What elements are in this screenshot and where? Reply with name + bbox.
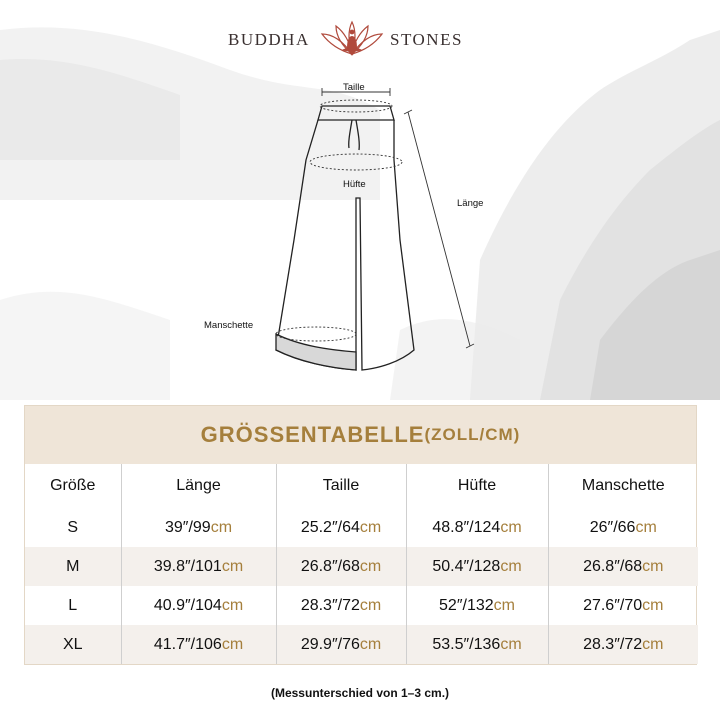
cell-hip: 52″/132cm: [406, 586, 548, 625]
table-title-unit: (ZOLL/CM): [424, 425, 521, 444]
hip-label: Hüfte: [343, 179, 366, 190]
header-size: Größe: [25, 464, 121, 508]
table-title: [25, 406, 696, 464]
brand-name-left: BUDDHA: [228, 30, 310, 49]
brand-logo: [0, 20, 720, 60]
header-hip: Hüfte: [406, 464, 548, 508]
cell-length: 41.7″/106cm: [121, 625, 276, 664]
table-row: [25, 508, 698, 547]
cell-size: S: [25, 508, 121, 547]
cell-waist: 26.8″/68cm: [276, 547, 406, 586]
brand-name-right: STONES: [390, 30, 463, 49]
pants-measurement-diagram: [0, 70, 720, 390]
cell-waist: 28.3″/72cm: [276, 586, 406, 625]
table-title-text: GRÖSSENTABELLE: [200, 422, 425, 447]
measurement-note: (Messunterschied von 1–3 cm.): [270, 686, 450, 700]
cell-cuff: 28.3″/72cm: [548, 625, 698, 664]
cuff-label: Manschette: [204, 320, 254, 331]
header-length: Länge: [121, 464, 276, 508]
table-row: [25, 586, 698, 625]
cell-length: 39″/99cm: [121, 508, 276, 547]
header-cuff: Manschette: [581, 477, 665, 494]
cell-size: L: [25, 586, 121, 625]
cell-length: 40.9″/104cm: [121, 586, 276, 625]
cell-hip: 48.8″/124cm: [406, 508, 548, 547]
cell-waist: 25.2″/64cm: [276, 508, 406, 547]
header-waist: Taille: [276, 464, 406, 508]
cell-cuff: 26.8″/68cm: [548, 547, 698, 586]
cell-size: M: [25, 547, 121, 586]
cell-size: XL: [25, 625, 121, 664]
table-header-row: [25, 464, 698, 508]
cell-hip: 50.4″/128cm: [406, 547, 548, 586]
size-table: [24, 405, 697, 665]
table-row: [25, 625, 698, 664]
waist-label: Taille: [343, 82, 365, 93]
cell-cuff: 27.6″/70cm: [583, 596, 664, 614]
lotus-meditation-icon: [318, 20, 386, 58]
size-table-grid: [25, 464, 698, 664]
cell-waist: 29.9″/76cm: [276, 625, 406, 664]
table-row: [25, 547, 698, 586]
cell-length: 39.8″/101cm: [121, 547, 276, 586]
length-label: Länge: [457, 198, 484, 209]
cell-hip: 53.5″/136cm: [406, 625, 548, 664]
cell-cuff: 26″/66cm: [589, 518, 657, 536]
